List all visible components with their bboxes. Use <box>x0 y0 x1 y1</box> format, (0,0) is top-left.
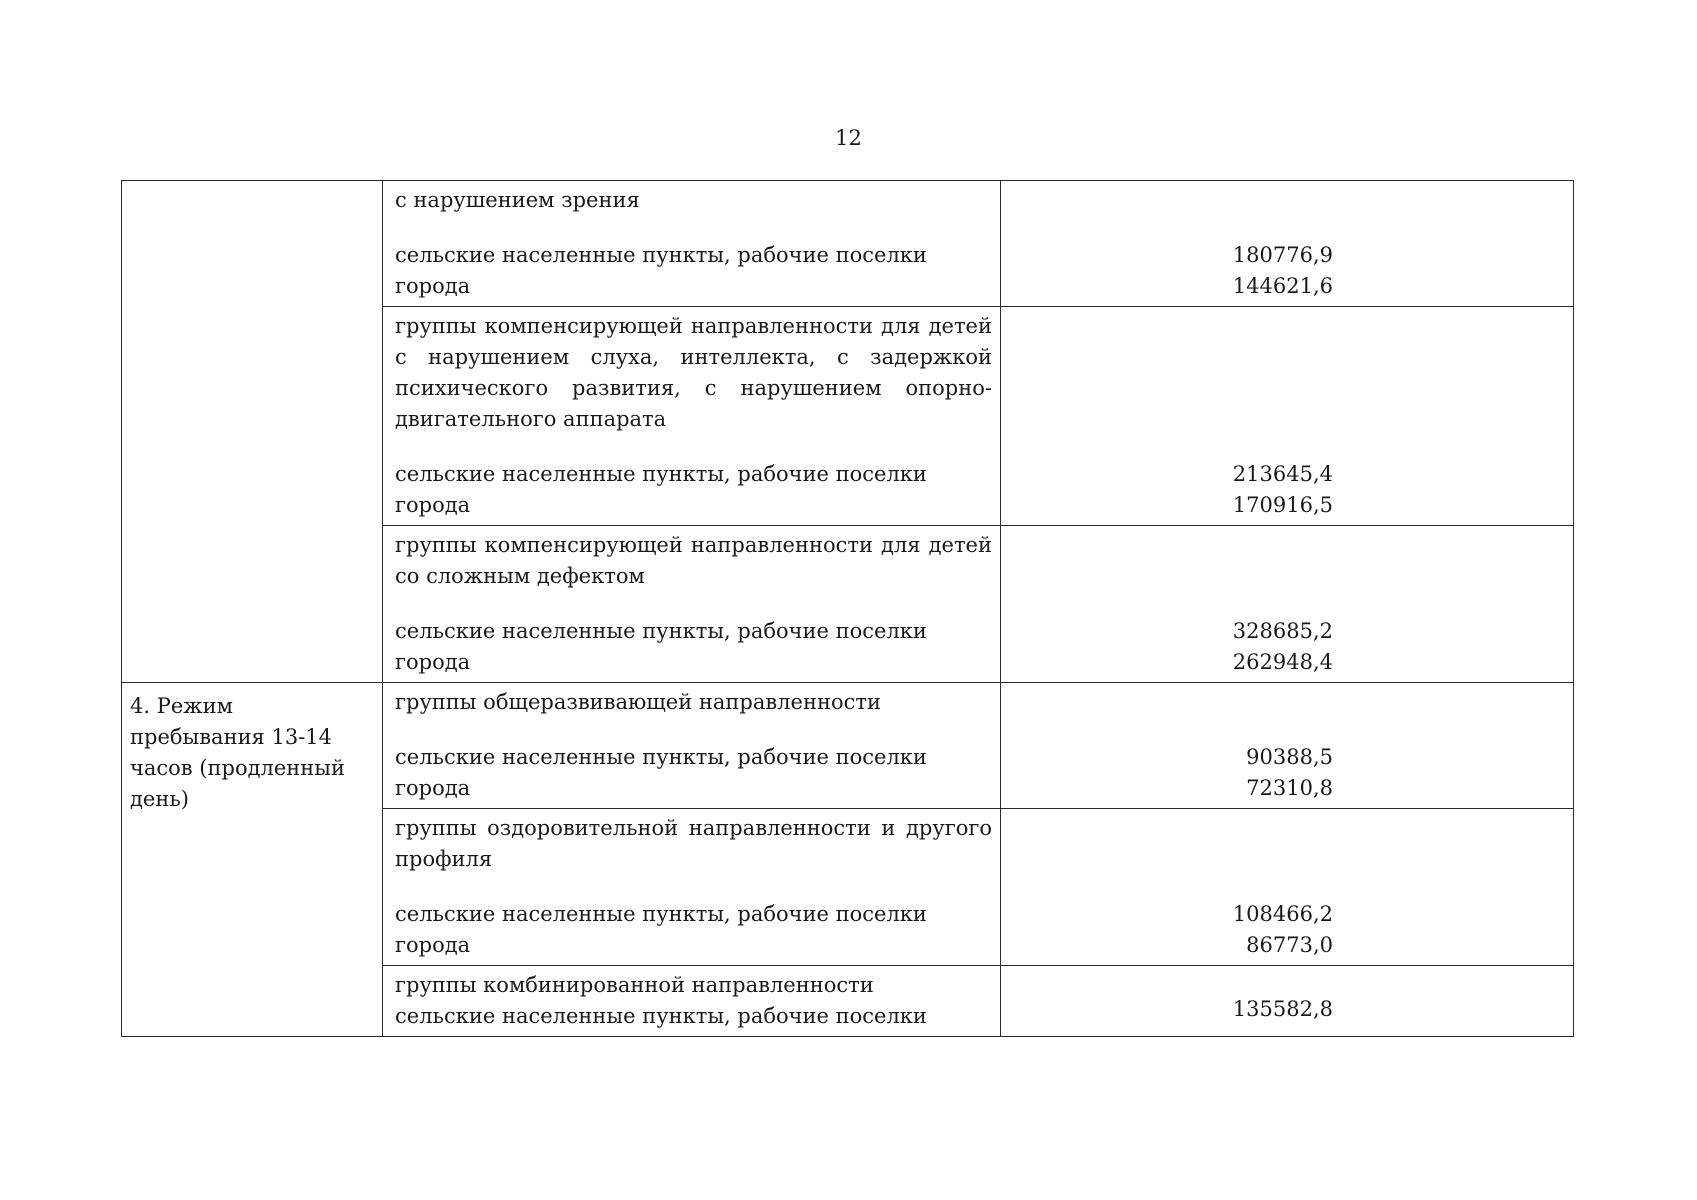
value-rural: 213645,4 <box>1232 462 1333 486</box>
page-number: 12 <box>835 126 862 150</box>
value-rural: 180776,9 <box>1232 243 1333 267</box>
value-city: 262948,4 <box>1232 650 1333 674</box>
place-label-rural: сельские населенные пункты, рабочие поселки <box>395 619 927 643</box>
group-cell <box>383 307 1001 526</box>
value-rural: 135582,8 <box>1232 997 1333 1021</box>
place-label-rural: сельские населенные пункты, рабочие поселки <box>395 462 927 486</box>
table-row <box>122 181 1574 307</box>
place-label-rural: сельские населенные пункты, рабочие поселки <box>395 745 927 769</box>
group-cell <box>383 181 1001 307</box>
values-cell <box>1001 526 1574 683</box>
tariff-table <box>121 180 1574 1037</box>
values-cell <box>1001 307 1574 526</box>
group-cell <box>383 966 1001 1037</box>
value-city: 72310,8 <box>1246 776 1333 800</box>
group-title: группы общеразвивающей направленности <box>395 690 881 714</box>
group-title: группы оздоровительной направленности и другого профиля <box>395 816 992 871</box>
group-cell <box>383 809 1001 966</box>
place-label-city: города <box>395 493 471 517</box>
values-cell <box>1001 809 1574 966</box>
group-title: группы компенсирующей направленности для детей со сложным дефектом <box>395 533 992 588</box>
value-city: 86773,0 <box>1246 933 1333 957</box>
group-title: группы компенсирующей направленности для детей с нарушением слуха, интеллекта, с задержкой психического развития, с нарушением опорно-двигательного аппарата <box>395 314 992 431</box>
place-label-rural: сельские населенные пункты, рабочие поселки <box>395 902 927 926</box>
place-label-rural: сельские населенные пункты, рабочие поселки <box>395 1004 927 1028</box>
group-cell <box>383 683 1001 809</box>
place-label-city: города <box>395 650 471 674</box>
place-label-city: города <box>395 776 471 800</box>
group-cell <box>383 526 1001 683</box>
values-cell <box>1001 181 1574 307</box>
group-title: с нарушением зрения <box>395 188 640 212</box>
group-title: группы комбинированной направленности <box>395 973 874 997</box>
place-label-rural: сельские населенные пункты, рабочие поселки <box>395 243 927 267</box>
place-label-city: города <box>395 933 471 957</box>
value-city: 170916,5 <box>1232 493 1333 517</box>
table-row <box>122 683 1574 809</box>
place-label-city: города <box>395 274 471 298</box>
values-cell <box>1001 966 1574 1037</box>
value-rural: 328685,2 <box>1232 619 1333 643</box>
value-city: 144621,6 <box>1232 274 1333 298</box>
mode-cell: 4. Режим пребывания 13-14 часов (продленный день) <box>122 683 383 1037</box>
values-cell <box>1001 683 1574 809</box>
mode-cell-continued <box>122 181 383 683</box>
value-rural: 90388,5 <box>1246 745 1333 769</box>
value-rural: 108466,2 <box>1232 902 1333 926</box>
